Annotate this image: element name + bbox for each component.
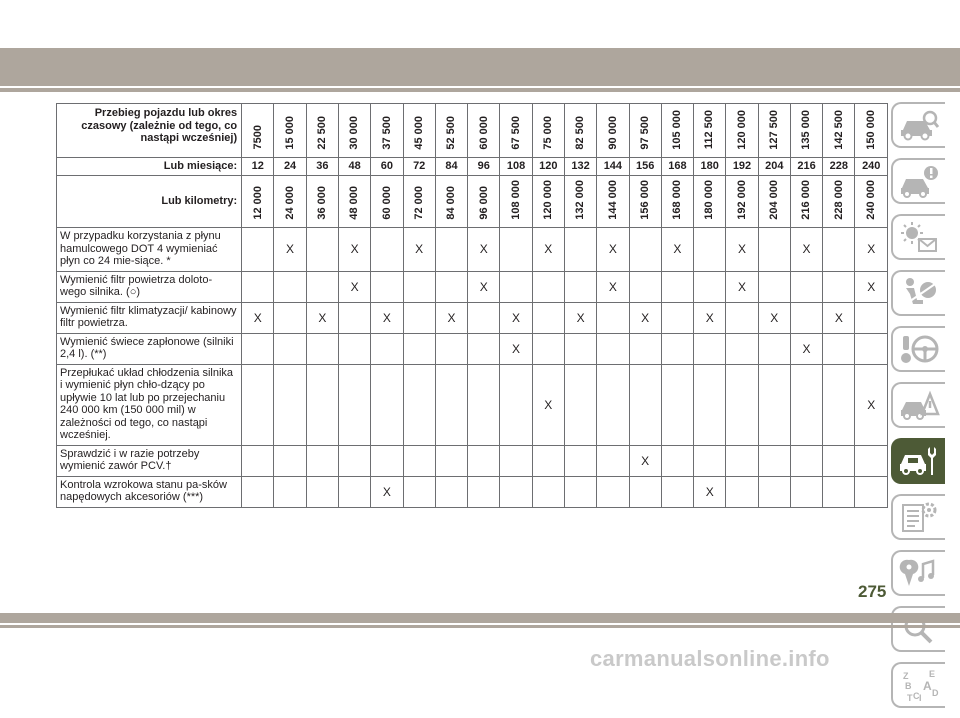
- service-mark: X: [564, 302, 596, 333]
- watermark: carmanualsonline.info: [590, 646, 830, 671]
- miles-header-value: 37 500: [380, 115, 393, 150]
- service-mark: X: [306, 302, 338, 333]
- service-mark: [274, 271, 306, 302]
- service-mark: [855, 445, 888, 476]
- service-mark: [726, 476, 758, 507]
- svg-text:I: I: [919, 693, 922, 703]
- km-header-value: 96 000: [477, 186, 490, 220]
- km-header-cell: [564, 176, 596, 228]
- service-mark: [306, 228, 338, 272]
- warning-car-icon: [899, 164, 939, 198]
- service-mark: [468, 364, 500, 445]
- months-header-value: 192: [726, 158, 758, 176]
- svg-text:T: T: [907, 693, 913, 703]
- km-header-value: 60 000: [380, 186, 393, 220]
- service-mark: [564, 445, 596, 476]
- service-mark: [758, 476, 790, 507]
- service-mark: [403, 271, 435, 302]
- service-mark: [306, 271, 338, 302]
- miles-header-cell: [694, 104, 726, 158]
- service-mark: [694, 364, 726, 445]
- svg-text:A: A: [923, 679, 932, 693]
- km-header-value: 144 000: [606, 180, 619, 220]
- months-header-value: 24: [274, 158, 306, 176]
- km-header-cell: [532, 176, 564, 228]
- months-header-value: 60: [371, 158, 403, 176]
- service-mark: [338, 476, 370, 507]
- service-mark: [338, 333, 370, 364]
- service-mark: [500, 476, 532, 507]
- miles-header-cell: [403, 104, 435, 158]
- service-mark: [661, 445, 693, 476]
- service-mark: [532, 445, 564, 476]
- svg-text:D: D: [932, 688, 939, 698]
- miles-header-value: 150 000: [864, 109, 877, 150]
- tab-warning-car[interactable]: [891, 158, 945, 204]
- service-mark: [403, 333, 435, 364]
- miles-header-value: 112 500: [703, 110, 716, 150]
- miles-header-cell: [629, 104, 661, 158]
- miles-header-value: 52 500: [445, 115, 458, 150]
- months-header-value: 108: [500, 158, 532, 176]
- service-mark: [532, 476, 564, 507]
- dashboard-lights-icon: [899, 220, 939, 254]
- service-mark: X: [790, 333, 822, 364]
- km-header-cell: [726, 176, 758, 228]
- service-mark: [306, 476, 338, 507]
- service-mark: [790, 302, 822, 333]
- km-header-cell: [403, 176, 435, 228]
- service-mark: [468, 333, 500, 364]
- tab-breakdown[interactable]: [891, 382, 945, 428]
- km-header-value: 48 000: [348, 186, 361, 220]
- months-header-value: 12: [242, 158, 274, 176]
- service-mark: [661, 364, 693, 445]
- service-mark: [758, 333, 790, 364]
- service-mark: [758, 445, 790, 476]
- service-mark: [435, 476, 467, 507]
- service-mark: [629, 228, 661, 272]
- service-mark: [694, 271, 726, 302]
- miles-header-value: 90 000: [606, 115, 619, 150]
- service-mark: X: [500, 333, 532, 364]
- steering-wheel-icon: [899, 332, 939, 366]
- miles-header-value: 67 500: [509, 115, 522, 150]
- service-mark: [790, 445, 822, 476]
- service-mark: X: [726, 271, 758, 302]
- miles-header-value: 22 500: [316, 115, 329, 150]
- service-mark: [629, 333, 661, 364]
- service-mark: X: [629, 445, 661, 476]
- service-mark: [661, 271, 693, 302]
- service-mark: X: [532, 364, 564, 445]
- miles-header-cell: [500, 104, 532, 158]
- km-header-cell: [823, 176, 855, 228]
- service-mark: [338, 445, 370, 476]
- km-header-cell: [306, 176, 338, 228]
- table-row: [57, 364, 888, 445]
- service-mark: X: [242, 302, 274, 333]
- service-mark: [694, 333, 726, 364]
- airbag-safety-icon: [899, 276, 939, 310]
- table-row: [57, 228, 888, 272]
- service-mark: [242, 271, 274, 302]
- service-mark: [403, 445, 435, 476]
- svg-text:E: E: [929, 669, 936, 679]
- service-mark: [790, 364, 822, 445]
- months-header-value: 72: [403, 158, 435, 176]
- miles-header-cell: [306, 104, 338, 158]
- task-label: Wymienić filtr klimatyzacji/ kabinowy filtr powietrza.: [57, 302, 242, 333]
- service-mark: [694, 445, 726, 476]
- service-mark: X: [468, 228, 500, 272]
- miles-header-cell: [758, 104, 790, 158]
- service-mark: X: [597, 228, 629, 272]
- car-service-icon: [899, 444, 939, 478]
- svg-text:Z: Z: [903, 671, 909, 681]
- service-mark: [435, 445, 467, 476]
- km-header-value: 240 000: [864, 180, 877, 220]
- km-header-value: 108 000: [509, 180, 522, 220]
- service-mark: [403, 364, 435, 445]
- service-mark: [371, 333, 403, 364]
- service-mark: [532, 302, 564, 333]
- service-mark: X: [274, 228, 306, 272]
- service-mark: [242, 476, 274, 507]
- multimedia-icon: [899, 556, 939, 590]
- service-mark: X: [790, 228, 822, 272]
- bottom-decor-band: [0, 613, 960, 623]
- service-mark: [371, 364, 403, 445]
- service-mark: X: [855, 228, 888, 272]
- service-mark: [597, 476, 629, 507]
- service-mark: X: [855, 271, 888, 302]
- service-mark: [790, 271, 822, 302]
- miles-header-cell: [468, 104, 500, 158]
- km-header-value: 180 000: [703, 180, 716, 220]
- service-mark: [338, 364, 370, 445]
- service-mark: [823, 271, 855, 302]
- table-row: [57, 302, 888, 333]
- service-mark: [661, 302, 693, 333]
- service-mark: X: [758, 302, 790, 333]
- service-mark: [597, 333, 629, 364]
- service-mark: [468, 476, 500, 507]
- task-label: Kontrola wzrokowa stanu pa-sków napędowych akcesoriów (***): [57, 476, 242, 507]
- miles-header-value: 97 500: [638, 115, 651, 150]
- mileage-header-label: Przebieg pojazdu lub okres czasowy (zależnie od tego, co nastąpi wcześniej): [57, 104, 242, 158]
- months-header-value: 48: [338, 158, 370, 176]
- months-header-value: 36: [306, 158, 338, 176]
- table-row: [57, 271, 888, 302]
- service-mark: [435, 271, 467, 302]
- miles-header-cell: [338, 104, 370, 158]
- car-info-icon: [899, 108, 939, 142]
- service-mark: X: [435, 302, 467, 333]
- top-decor-band: [0, 48, 960, 86]
- task-label: Wymienić filtr powietrza doloto-wego silnika. (○): [57, 271, 242, 302]
- service-mark: [435, 228, 467, 272]
- miles-header-value: 82 500: [574, 115, 587, 150]
- km-header-value: 36 000: [316, 186, 329, 220]
- service-mark: [629, 476, 661, 507]
- service-mark: [532, 271, 564, 302]
- service-mark: X: [661, 228, 693, 272]
- service-mark: [371, 445, 403, 476]
- km-header-cell: [758, 176, 790, 228]
- miles-header-cell: [855, 104, 888, 158]
- tab-dashboard-lights[interactable]: [891, 214, 945, 260]
- service-mark: [597, 445, 629, 476]
- tab-car-service[interactable]: [891, 438, 945, 484]
- tab-car-info[interactable]: [891, 102, 945, 148]
- service-mark: [468, 302, 500, 333]
- miles-header-value: 30 000: [348, 115, 361, 150]
- service-mark: [532, 333, 564, 364]
- service-mark: [242, 228, 274, 272]
- service-mark: [726, 445, 758, 476]
- service-mark: [403, 302, 435, 333]
- months-header-value: 156: [629, 158, 661, 176]
- months-header-value: 204: [758, 158, 790, 176]
- months-header-value: 120: [532, 158, 564, 176]
- service-mark: [564, 228, 596, 272]
- service-mark: [823, 228, 855, 272]
- service-mark: X: [694, 476, 726, 507]
- miles-header-value: 135 000: [800, 109, 813, 150]
- months-header-value: 132: [564, 158, 596, 176]
- service-mark: [726, 333, 758, 364]
- service-mark: [758, 271, 790, 302]
- service-mark: [823, 364, 855, 445]
- months-header-value: 216: [790, 158, 822, 176]
- miles-header-cell: [435, 104, 467, 158]
- months-header-row: [57, 158, 888, 176]
- service-mark: [597, 364, 629, 445]
- km-header-value: 132 000: [574, 180, 587, 220]
- miles-header-value: 60 000: [477, 115, 490, 150]
- miles-header-cell: [726, 104, 758, 158]
- km-header-cell: [242, 176, 274, 228]
- service-mark: [823, 445, 855, 476]
- service-mark: [564, 271, 596, 302]
- index-icon: [899, 668, 939, 702]
- km-header-row: [57, 176, 888, 228]
- bottom-decor-line: [0, 625, 960, 628]
- service-mark: [564, 476, 596, 507]
- service-mark: [435, 364, 467, 445]
- service-mark: X: [403, 228, 435, 272]
- miles-header-cell: [242, 104, 274, 158]
- page-number: 275: [858, 582, 887, 601]
- km-header-value: 120 000: [542, 180, 555, 220]
- miles-header-value: 120 000: [735, 109, 748, 150]
- km-header-cell: [694, 176, 726, 228]
- months-header-value: 180: [694, 158, 726, 176]
- tab-steering-wheel[interactable]: [891, 326, 945, 372]
- miles-header-value: 15 000: [283, 115, 296, 150]
- months-header-label: Lub miesiące:: [57, 158, 242, 176]
- service-mark: X: [855, 364, 888, 445]
- service-mark: [564, 364, 596, 445]
- miles-header-cell: [371, 104, 403, 158]
- service-mark: X: [500, 302, 532, 333]
- months-header-value: 144: [597, 158, 629, 176]
- service-mark: X: [726, 228, 758, 272]
- service-mark: X: [338, 271, 370, 302]
- service-mark: [500, 271, 532, 302]
- months-header-value: 168: [661, 158, 693, 176]
- service-mark: [758, 228, 790, 272]
- service-mark: X: [371, 476, 403, 507]
- km-header-value: 24 000: [283, 186, 296, 220]
- service-mark: [726, 364, 758, 445]
- service-mark: [629, 364, 661, 445]
- km-header-cell: [661, 176, 693, 228]
- miles-header-cell: [823, 104, 855, 158]
- months-header-value: 240: [855, 158, 888, 176]
- miles-header-cell: [274, 104, 306, 158]
- miles-header-cell: [790, 104, 822, 158]
- miles-header-value: 127 500: [768, 109, 781, 150]
- task-label: Wymienić świece zapłonowe (silniki 2,4 l). (**): [57, 333, 242, 364]
- service-mark: [242, 445, 274, 476]
- km-header-value: 216 000: [800, 180, 813, 220]
- task-label: Sprawdzić i w razie potrzeby wymienić zawór PCV.†: [57, 445, 242, 476]
- service-mark: [694, 228, 726, 272]
- service-mark: X: [468, 271, 500, 302]
- service-mark: [274, 445, 306, 476]
- service-mark: [403, 476, 435, 507]
- km-header-cell: [629, 176, 661, 228]
- km-header-cell: [500, 176, 532, 228]
- km-header-label: Lub kilometry:: [57, 176, 242, 228]
- km-header-cell: [597, 176, 629, 228]
- service-mark: [306, 364, 338, 445]
- service-mark: [564, 333, 596, 364]
- specifications-icon: [899, 500, 939, 534]
- km-header-value: 72 000: [412, 186, 425, 220]
- svg-text:B: B: [905, 681, 912, 691]
- km-header-value: 84 000: [445, 186, 458, 220]
- km-header-cell: [371, 176, 403, 228]
- service-mark: [726, 302, 758, 333]
- service-mark: X: [597, 271, 629, 302]
- service-mark: [274, 476, 306, 507]
- service-mark: [500, 445, 532, 476]
- tab-index[interactable]: [891, 662, 945, 708]
- km-header-cell: [790, 176, 822, 228]
- miles-header-value: 75 000: [542, 115, 555, 150]
- mileage-header-row: [57, 104, 888, 158]
- service-mark: X: [694, 302, 726, 333]
- service-mark: [242, 333, 274, 364]
- km-header-value: 168 000: [671, 180, 684, 220]
- km-header-cell: [855, 176, 888, 228]
- service-mark: [823, 476, 855, 507]
- service-mark: [597, 302, 629, 333]
- service-mark: [823, 333, 855, 364]
- miles-header-value: 45 000: [412, 115, 425, 150]
- miles-header-value: 105 000: [671, 109, 684, 150]
- months-header-value: 228: [823, 158, 855, 176]
- service-mark: [661, 333, 693, 364]
- svg-text:C: C: [913, 691, 920, 701]
- service-mark: [371, 228, 403, 272]
- km-header-value: 156 000: [638, 180, 651, 220]
- task-label: W przypadku korzystania z płynu hamulcowego DOT 4 wymieniać płyn co 24 mie-siące. *: [57, 228, 242, 272]
- km-header-value: 192 000: [735, 180, 748, 220]
- maintenance-schedule-table: [56, 103, 888, 508]
- service-mark: [274, 302, 306, 333]
- service-mark: [855, 333, 888, 364]
- service-mark: X: [823, 302, 855, 333]
- service-mark: [855, 476, 888, 507]
- service-mark: [758, 364, 790, 445]
- miles-header-cell: [597, 104, 629, 158]
- table-row: [57, 476, 888, 507]
- tab-specifications[interactable]: [891, 494, 945, 540]
- service-mark: X: [371, 302, 403, 333]
- tab-airbag-safety[interactable]: [891, 270, 945, 316]
- service-mark: [274, 364, 306, 445]
- task-label: Przepłukać układ chłodzenia silnika i wymienić płyn chło-dzący po upływie 10 lat lub po przejechaniu 240 000 km (150 000 mil) w zależności od tego, co nastąpi wcześniej.: [57, 364, 242, 445]
- miles-header-cell: [564, 104, 596, 158]
- service-mark: X: [338, 228, 370, 272]
- service-mark: [500, 228, 532, 272]
- table-row: [57, 333, 888, 364]
- km-header-cell: [274, 176, 306, 228]
- service-mark: [790, 476, 822, 507]
- service-mark: [500, 364, 532, 445]
- km-header-value: 12 000: [251, 186, 264, 220]
- service-mark: [468, 445, 500, 476]
- service-mark: [306, 445, 338, 476]
- km-header-cell: [468, 176, 500, 228]
- top-decor-line: [0, 88, 960, 92]
- miles-header-value: 7500: [251, 125, 264, 150]
- service-mark: X: [532, 228, 564, 272]
- miles-header-cell: [661, 104, 693, 158]
- service-mark: [274, 333, 306, 364]
- service-mark: [661, 476, 693, 507]
- service-mark: [435, 333, 467, 364]
- km-header-value: 228 000: [832, 180, 845, 220]
- km-header-cell: [435, 176, 467, 228]
- km-header-cell: [338, 176, 370, 228]
- months-header-value: 84: [435, 158, 467, 176]
- miles-header-cell: [532, 104, 564, 158]
- miles-header-value: 142 500: [832, 109, 845, 150]
- service-mark: [242, 364, 274, 445]
- months-header-value: 96: [468, 158, 500, 176]
- service-mark: [338, 302, 370, 333]
- service-mark: X: [629, 302, 661, 333]
- service-mark: [629, 271, 661, 302]
- service-mark: [306, 333, 338, 364]
- table-row: [57, 445, 888, 476]
- km-header-value: 204 000: [768, 180, 781, 220]
- service-mark: [855, 302, 888, 333]
- tab-multimedia[interactable]: [891, 550, 945, 596]
- service-mark: [371, 271, 403, 302]
- breakdown-icon: [899, 388, 939, 422]
